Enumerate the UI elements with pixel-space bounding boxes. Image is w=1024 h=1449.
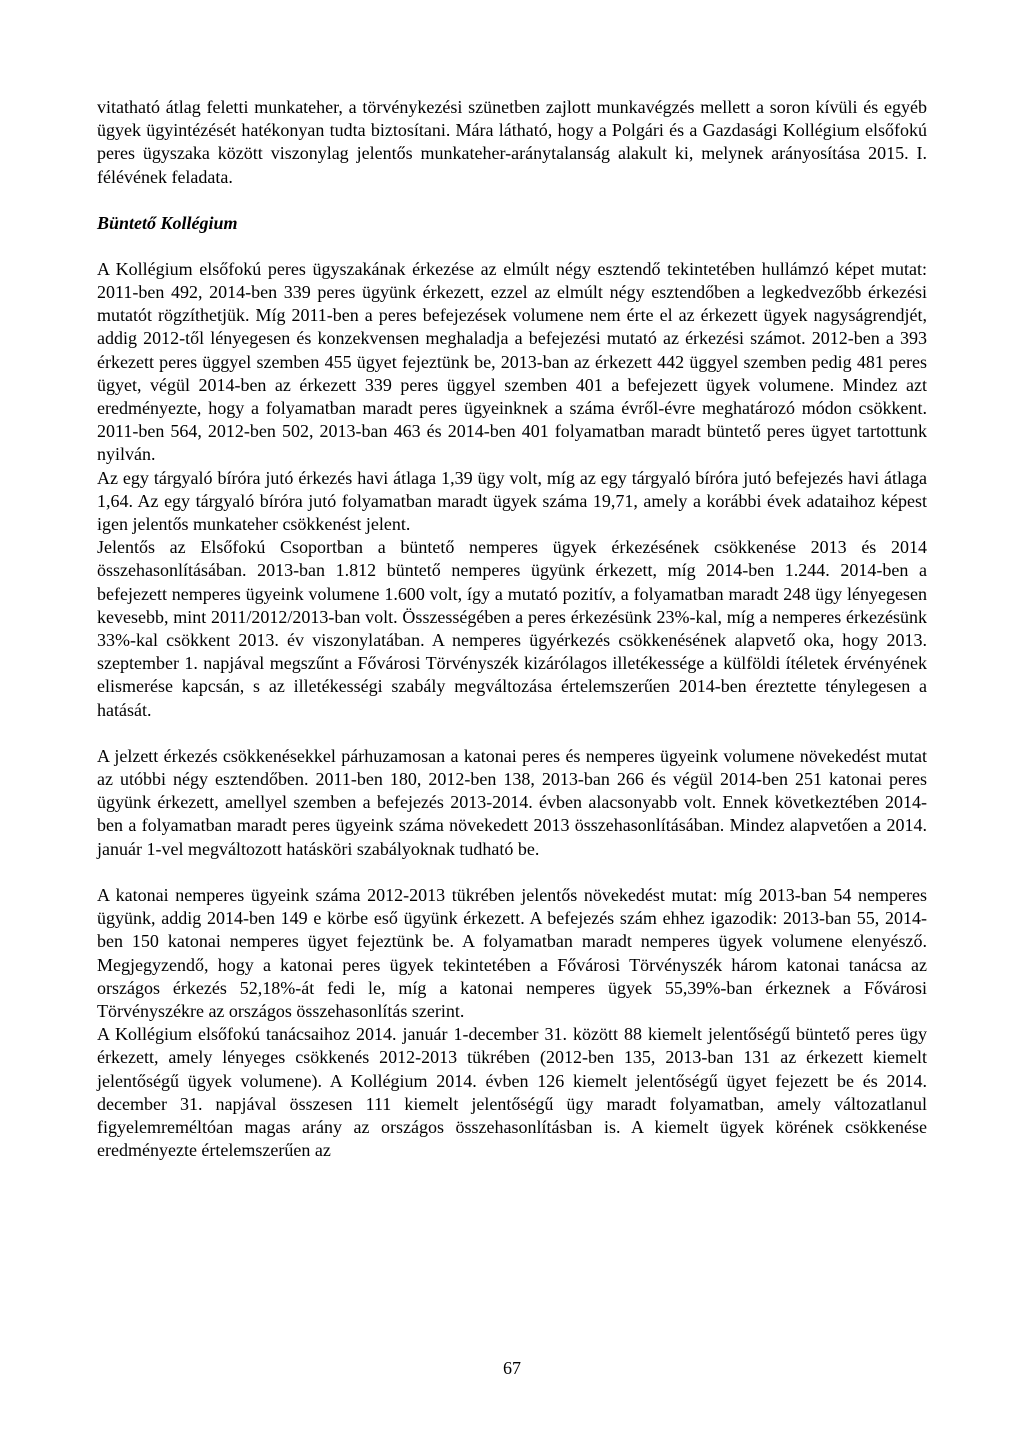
paragraph-2: Az egy tárgyaló bíróra jutó érkezés havi átlaga 1,39 ügy volt, míg az egy tárgyaló bíróra jutó befejezés havi átlaga 1,64. Az egy tárgyaló bíróra jutó folyamatban maradt ügyek száma 19,71, amely a korábbi évek adataihoz képest igen jelentős munkateher csökkenést jelent.	[97, 467, 927, 535]
page-body	[97, 96, 927, 1162]
paragraph-6: A Kollégium elsőfokú tanácsaihoz 2014. január 1-december 31. között 88 kiemelt jelentőségű büntető peres ügy érkezett, amely lényeges csökkenés 2012-2013 tükrében (2012-ben 135, 2013-ban 131 az érkezett kiemelt jelentőségű ügyek volumene). A Kollégium 2014. évben 126 kiemelt jelentőségű ügyet fejezett be és 2014. december 31. napjával összesen 111 kiemelt jelentőségű ügy maradt folyamatban, amely változatlanul figyelemreméltóan magas arány az országos összehasonlításban is. A kiemelt ügyek körének csökkenése eredményezte értelemszerűen az	[97, 1024, 927, 1161]
paragraph-4: A jelzett érkezés csökkenésekkel párhuzamosan a katonai peres és nemperes ügyeink volumene növekedést mutat az utóbbi négy esztendőben. 2011-ben 180, 2012-ben 138, 2013-ban 266 és végül 2014-ben 251 katonai peres ügyünk érkezett, amellyel szemben a befejezés 2013-2014. évben alacsonyabb volt. Ennek következtében 2014-ben a folyamatban maradt peres ügyeink száma növekedett 2013 összehasonlításában. Mindez alapvetően a 2014. január 1-vel megváltozott hatásköri szabályoknak tudható be.	[97, 745, 927, 859]
paragraph-1: A Kollégium elsőfokú peres ügyszakának érkezése az elmúlt négy esztendő tekintetében hullámzó képet mutat: 2011-ben 492, 2014-ben 339 peres ügyünk érkezett, ezzel az elmúlt négy esztendőben a legkedvezőbb érkezési mutatót rögzíthetjük. Míg 2011-ben a peres befejezések volumene nem érte el az érkezett ügyek nagyságrendjét, addig 2012-től lényegesen és konzekvensen meghaladja a befejezési mutató az érkezési számot. 2012-ben a 393 érkezett peres üggyel szemben 455 ügyet fejeztünk be, 2013-ban az érkezett 442 üggyel szemben pedig 481 peres ügyet, végül 2014-ben az érkezett 339 peres üggyel szemben 401 a befejezett ügyek volumene. Mindez azt eredményezte, hogy a folyamatban maradt peres ügyeinknek a száma évről-évre meghatározó módon csökkent. 2011-ben 564, 2012-ben 502, 2013-ban 463 és 2014-ben 401 folyamatban maradt büntető peres ügyet tartottunk nyilván.	[97, 258, 927, 465]
page-number: 67	[503, 1358, 521, 1378]
section-heading: Büntető Kollégium	[97, 212, 238, 233]
paragraph-5: A katonai nemperes ügyeink száma 2012-2013 tükrében jelentős növekedést mutat: míg 2013-ban 54 nemperes ügyünk, addig 2014-ben 149 e körbe eső ügyünk érkezett. A befejezés szám ehhez igazodik: 2013-ban 55, 2014-ben 150 katonai nemperes ügyet fejeztünk be. A folyamatban maradt nemperes ügyek volumene elenyésző. Megjegyzendő, hogy a katonai peres ügyek tekintetében a Fővárosi Törvényszék három katonai tanácsa az országos érkezés 52,18%-át fedi le, míg a katonai nemperes ügyek 55,39%-ban érkeznek a Fővárosi Törvényszékre az országos összehasonlítás szerint.	[97, 884, 927, 1021]
paragraph-3: Jelentős az Elsőfokú Csoportban a büntető nemperes ügyek érkezésének csökkenése 2013 és 2014 összehasonlításában. 2013-ban 1.812 büntető nemperes ügyünk érkezett, míg 2014-ben 1.244. 2014-ben a befejezett nemperes ügyeink volumene 1.600 volt, így a mutató pozitív, a folyamatban maradt 248 ügy lényegesen kevesebb, mint 2011/2012/2013-ban volt. Összességében a peres érkezésünk 23%-kal, míg a nemperes érkezésünk 33%-kal csökkent 2013. év viszonylatában. A nemperes ügyérkezés csökkenésének alapvető oka, hogy 2013. szeptember 1. napjával megszűnt a Fővárosi Törvényszék kizárólagos illetékessége a külföldi ítéletek érvényének elismerése kapcsán, s az illetékességi szabály megváltozása értelemszerűen 2014-ben éreztette ténylegesen a hatását.	[97, 537, 927, 720]
intro-paragraph: vitatható átlag feletti munkateher, a törvénykezési szünetben zajlott munkavégzés mellett a soron kívüli és egyéb ügyek ügyintézését hatékonyan tudta biztosítani. Mára látható, hogy a Polgári és a Gazdasági Kollégium elsőfokú peres ügyszaka között viszonylag jelentős munkateher-aránytalanság alakult ki, melynek arányosítása 2015. I. félévének feladata.	[97, 97, 927, 187]
